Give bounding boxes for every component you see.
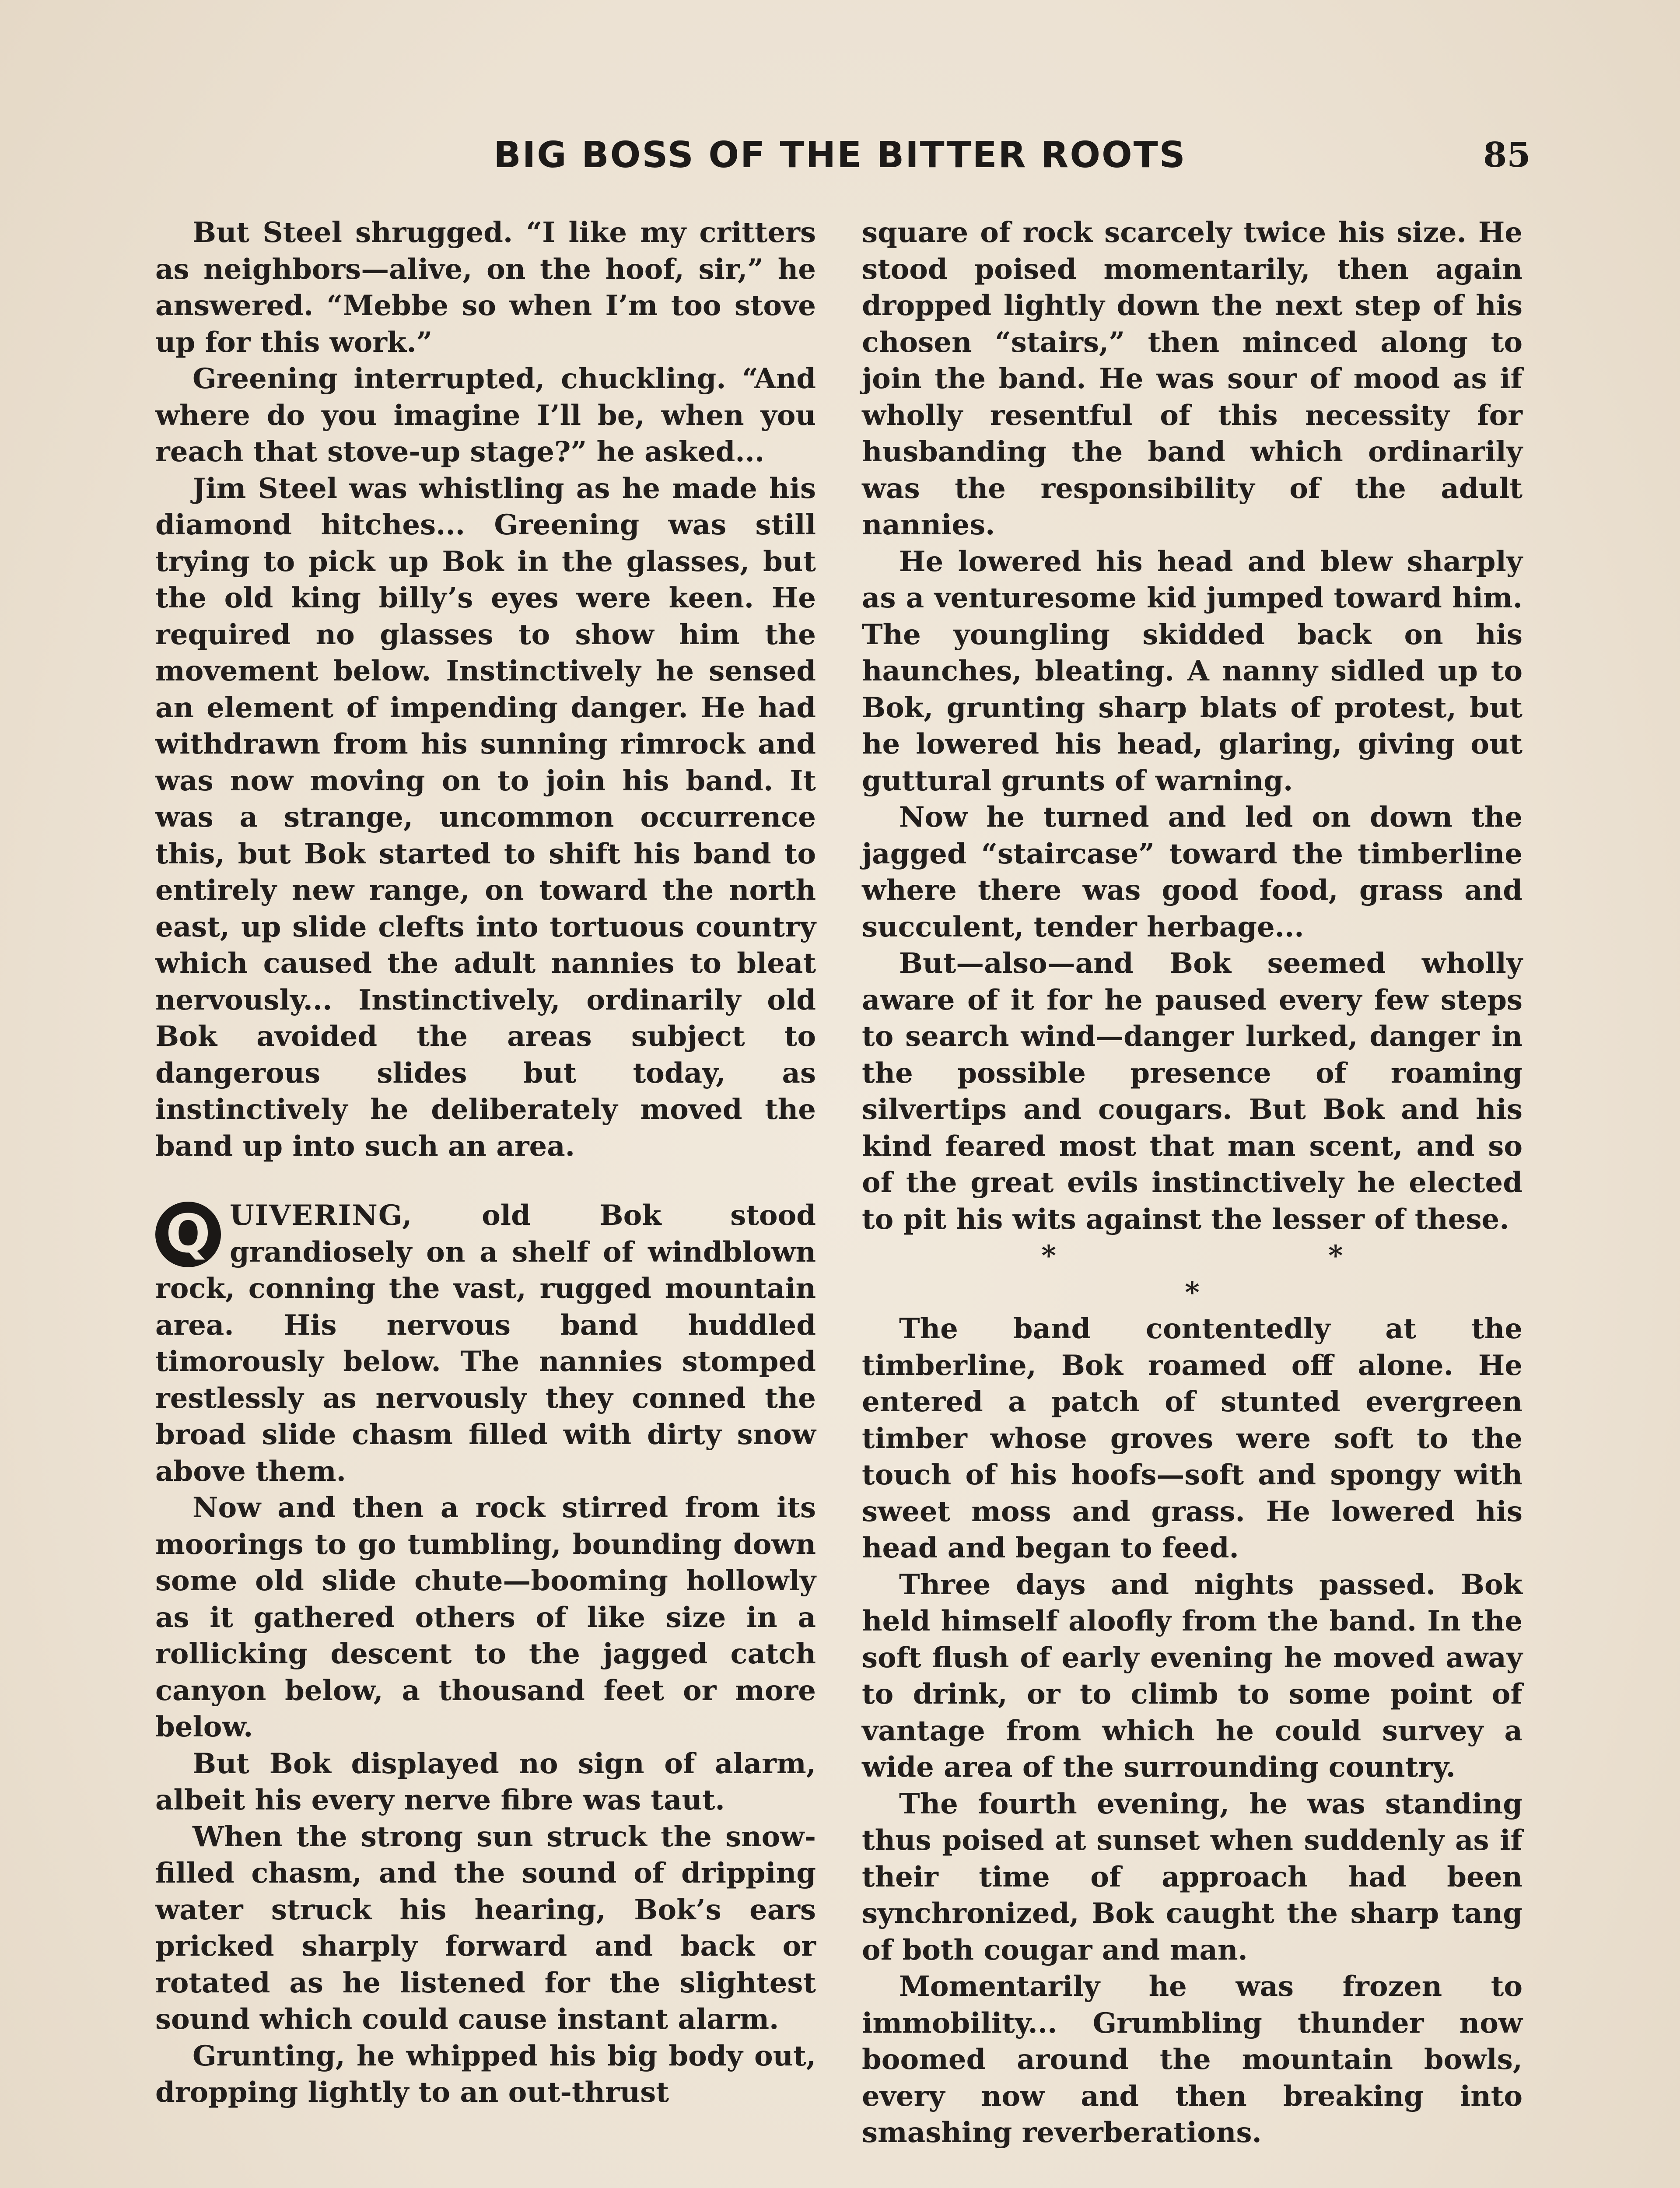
paragraph: When the strong sun struck the snow-filled chasm, and the sound of dripping water struck his hearing, Bok’s ears pricked sharply forward and back or rotated as he listened for the slightest sound which could cause instant alarm. bbox=[155, 1820, 816, 2036]
paragraph: But Steel shrugged. “I like my critters as neighbors—alive, on the hoof, sir,” he answered. “Mebbe so when I’m too stove up for this work.” bbox=[155, 216, 816, 359]
paragraph: Now and then a rock stirred from its moorings to go tumbling, bounding down some old slide chute—booming hollowly as it gathered others of like size in a rollicking descent to the jagged catch canyon below, a thousand feet or more below. bbox=[155, 1491, 816, 1743]
section-break: * * * bbox=[1041, 1239, 1474, 1309]
drop-cap-letter: Q bbox=[155, 1202, 221, 1267]
page-number: 85 bbox=[1483, 135, 1531, 175]
running-title: BIG BOSS OF THE BITTER ROOTS bbox=[494, 134, 1186, 176]
paragraph: But—also—and Bok seemed wholly aware of it for he paused every few steps to search wind—danger lurked, danger in the possible presence of roaming silvertips and cougars. But Bok and his kind feared most that man scent, and so of the great evils instinctively he elected to pit his wits against the lesser of these. bbox=[862, 947, 1522, 1236]
left-column bbox=[155, 214, 816, 2188]
paragraph: Now he turned and led on down the jagged “staircase” toward the timberline where there was good food, grass and succulent, tender herbage... bbox=[862, 801, 1522, 943]
paragraph: The band contentedly at the timberline, Bok roamed off alone. He entered a patch of stunted evergreen timber whose groves were soft to the touch of his hoofs—soft and spongy with sweet moss and grass. He lowered his head and began to feed. bbox=[862, 1312, 1522, 1564]
paragraph: Three days and nights passed. Bok held himself aloofly from the band. In the soft flush of early evening he moved away to drink, or to climb to some point of vantage from which he could survey a wide area of the surrounding country. bbox=[862, 1568, 1522, 1784]
lead-in-word: UIVERING, bbox=[230, 1199, 413, 1232]
paragraph: The fourth evening, he was standing thus poised at sunset when suddenly as if their time of approach had been synchronized, Bok caught the sharp tang of both cougar and man. bbox=[862, 1787, 1522, 1967]
paragraph: But Bok displayed no sign of alarm, albeit his every nerve fibre was taut. bbox=[155, 1747, 816, 1816]
right-column bbox=[862, 214, 1522, 2188]
drop-cap-paragraph-text: old Bok stood grandiosely on a shelf of windblown rock, conning the vast, rugged mountain area. His nervous band huddled timorously below. The nannies stomped restlessly as nervously they conned the broad slide chasm filled with dirty snow above them. bbox=[155, 1199, 816, 1488]
paragraph: He lowered his head and blew sharply as a venturesome kid jumped toward him. The youngling skidded back on his haunches, bleating. A nanny sidled up to Bok, grunting sharp blats of protest, but he lowered his head, glaring, giving out guttural grunts of warning. bbox=[862, 545, 1522, 797]
page-header bbox=[0, 131, 1680, 179]
paragraph: Greening interrupted, chuckling. “And where do you imagine I’ll be, when you reach that stove-up stage?” he asked... bbox=[155, 362, 816, 468]
paragraph: Momentarily he was frozen to immobility... Grumbling thunder now boomed around the mountain bowls, every now and then breaking into smashing reverberations. bbox=[862, 1970, 1522, 2149]
paragraph: Grunting, he whipped his big body out, dropping lightly to an out-thrust bbox=[155, 2039, 816, 2109]
drop-cap-paragraph bbox=[155, 1197, 816, 1490]
continued-paragraph: square of rock scarcely twice his size. He stood poised momentarily, then again dropped lightly down the next step of his chosen “stairs,” then minced along to join the band. He was sour of mood as if wholly resentful of this necessity for husbanding the band which ordinarily was the responsibility of the adult nannies. bbox=[862, 216, 1522, 541]
paragraph: Jim Steel was whistling as he made his diamond hitches... Greening was still trying to pick up Bok in the glasses, but the old king billy’s eyes were keen. He required no glasses to show him the movement below. Instinctively he sensed an element of impending danger. He had withdrawn from his sunning rimrock and was now moving on to join his band. It was a strange, uncommon occurrence this, but Bok started to shift his band to entirely new range, on toward the north east, up slide clefts into tortuous country which caused the adult nannies to bleat nervously... Instinctively, ordinarily old Bok avoided the areas subject to dangerous slides but today, as instinctively he deliberately moved the band up into such an area. bbox=[155, 472, 816, 1163]
